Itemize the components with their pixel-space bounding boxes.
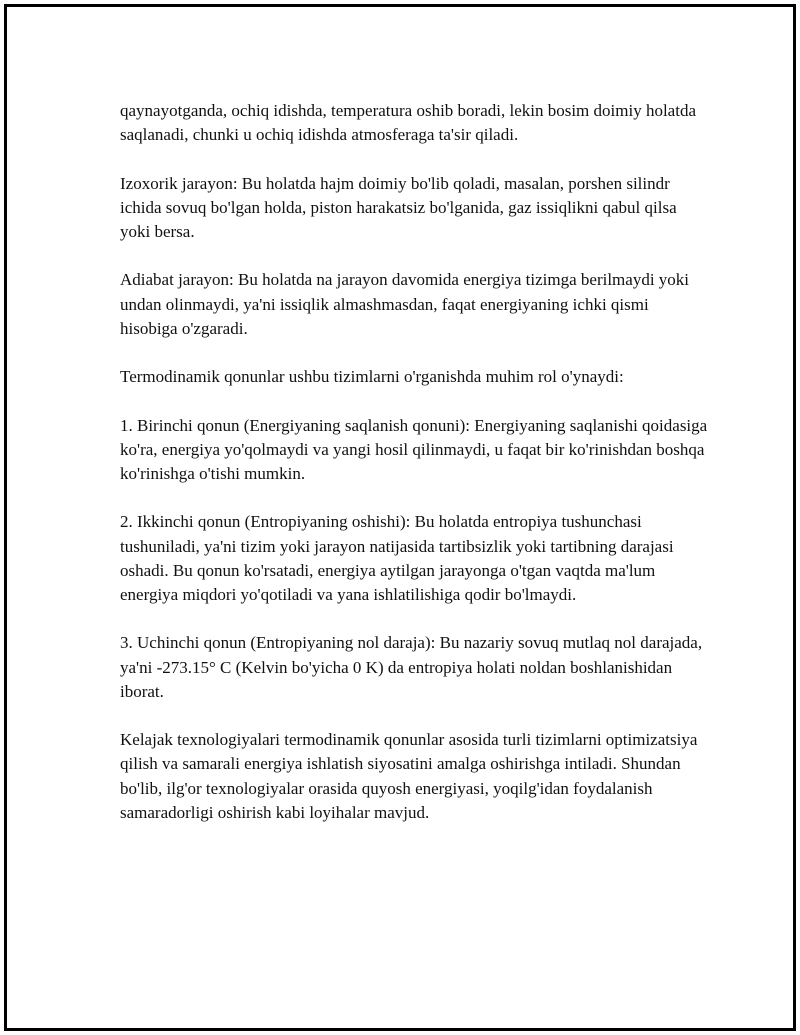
document-body <box>120 99 710 849</box>
paragraph-isochoric-process: Izoxorik jarayon: Bu holatda hajm doimiy bo'lib qoladi, masalan, porshen silindr ichida sovuq bo'lgan holda, piston harakatsiz bo'lganida, gaz issiqlikni qabul qilsa yoki bersa. <box>120 173 677 241</box>
paragraph-future-technologies: Kelajak texnologiyalari termodinamik qonunlar asosida turli tizimlarni optimizatsiya qilish va samarali energiya ishlatish siyosatini amalga oshirishga intiladi. Shundan bo'lib, ilg'or texnologiyalar orasida quyosh energiyasi, yoqilg'idan foydalanish samaradorligi oshirish kabi loyihalar mavjud. <box>120 730 698 822</box>
paragraph-first-law: 1. Birinchi qonun (Energiyaning saqlanish qonuni): Energiyaning saqlanishi qoidasiga ko'ra, energiya yo'qolmaydi va yangi hosil qilinmaydi, u faqat bir ko'rinishdan boshqa ko'rinishga o'tishi mumkin. <box>120 415 708 483</box>
paragraph-second-law: 2. Ikkinchi qonun (Entropiyaning oshishi): Bu holatda entropiya tushunchasi tushuniladi, ya'ni tizim yoki jarayon natijasida tartibsizlik yoki tartibning darajasi oshadi. Bu qonun ko'rsatadi, energiya aytilgan jarayonga o'tgan vaqtda ma'lum energiya miqdori yo'qotiladi va yana ishlatilishiga qodir bo'lmaydi. <box>120 512 674 604</box>
page-frame <box>4 4 796 1031</box>
paragraph-isobaric-continuation: qaynayotganda, ochiq idishda, temperatura oshib boradi, lekin bosim doimiy holatda saqlanadi, chunki u ochiq idishda atmosferaga ta'sir qiladi. <box>120 101 696 145</box>
paragraph-adiabatic-process: Adiabat jarayon: Bu holatda na jarayon davomida energiya tizimga berilmaydi yoki undan olinmaydi, ya'ni issiqlik almashmasdan, faqat energiyaning ichki qismi hisobiga o'zgaradi. <box>120 270 690 338</box>
paragraph-laws-intro: Termodinamik qonunlar ushbu tizimlarni o'rganishda muhim rol o'ynaydi: <box>120 367 624 387</box>
paragraph-third-law: 3. Uchinchi qonun (Entropiyaning nol daraja): Bu nazariy sovuq mutlaq nol darajada, ya'ni -273.15° C (Kelvin bo'yicha 0 K) da entropiya holati noldan boshlanishidan iborat. <box>120 633 703 701</box>
